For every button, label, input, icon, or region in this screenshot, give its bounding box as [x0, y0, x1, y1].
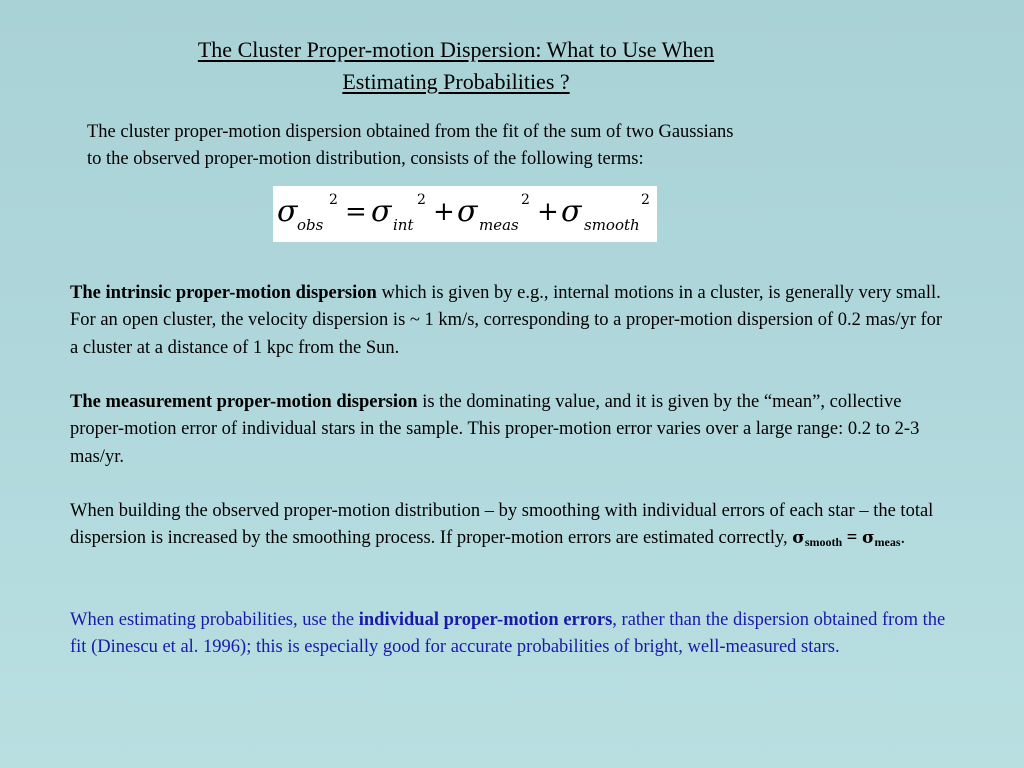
inline-equals: = [842, 528, 862, 549]
recommendation-emphasis: individual proper-motion errors [358, 610, 613, 630]
title-line-2: Estimating Probabilities ? [342, 69, 570, 94]
sub-int: int [393, 216, 414, 234]
power-smooth: 2 [641, 192, 650, 208]
intrinsic-text: which is given by e.g., internal motions in a cluster, is generally very small. For an open cluster, the velocity dispersion is ~ 1 km/s, corresponding to a proper-motion dispersion of 0.2 mas/yr for a cluster at a distance of 1 kpc from the Sun. [70, 283, 943, 358]
measurement-text: is the dominating value, and it is given by the “mean”, collective proper-motion error of individual stars in the sample. This proper-motion error varies over a large range: 0.2 to 2-3 mas/yr. [70, 392, 920, 467]
paragraph-recommendation [70, 607, 950, 662]
title-line-1: The Cluster Proper-motion Dispersion: What to Use When [197, 37, 715, 62]
intro-text [87, 119, 917, 173]
recommendation-start: When estimating probabilities, use the [70, 610, 359, 630]
sigma-int: σ [371, 194, 392, 229]
meas-subscript: meas [874, 535, 901, 550]
paragraph-intrinsic [70, 280, 950, 362]
sub-obs: obs [297, 216, 324, 234]
equals-sign: = [345, 197, 367, 227]
sigma-smooth-inline: σ [792, 528, 805, 549]
slide-title [96, 34, 816, 98]
smoothing-end: . [900, 528, 906, 549]
measurement-heading: The measurement proper-motion dispersion [70, 392, 418, 412]
recommendation-text: , rather than the dispersion obtained from the fit (Dinescu et al. 1996); this is especially good for accurate probabilities of bright, well-measured stars. [70, 610, 946, 658]
plus-sign-1: + [433, 197, 455, 227]
sigma-meas-inline: σ [861, 528, 875, 549]
sigma-obs: σ [277, 194, 298, 229]
paragraph-measurement [70, 389, 950, 471]
intro-line-1: The cluster proper-motion dispersion obtained from the fit of the sum of two Gaussians [87, 122, 734, 142]
paragraph-smoothing [70, 498, 950, 557]
sub-smooth: smooth [584, 216, 640, 234]
intro-line-2: to the observed proper-motion distribution, consists of the following terms: [87, 149, 644, 169]
smoothing-text: When building the observed proper-motion distribution – by smoothing with individual errors of each star – the total dispersion is increased by the smoothing process. If proper-motion errors are estimated correctly, [70, 501, 934, 549]
intrinsic-heading: The intrinsic proper-motion dispersion [70, 283, 377, 303]
power-int: 2 [417, 192, 426, 208]
smooth-subscript: smooth [804, 535, 843, 550]
sigma-meas: σ [457, 194, 478, 229]
power-meas: 2 [521, 192, 530, 208]
dispersion-equation [273, 186, 657, 242]
sigma-smooth: σ [561, 194, 582, 229]
sub-meas: meas [479, 216, 519, 234]
plus-sign-2: + [537, 197, 559, 227]
power-obs: 2 [329, 192, 338, 208]
